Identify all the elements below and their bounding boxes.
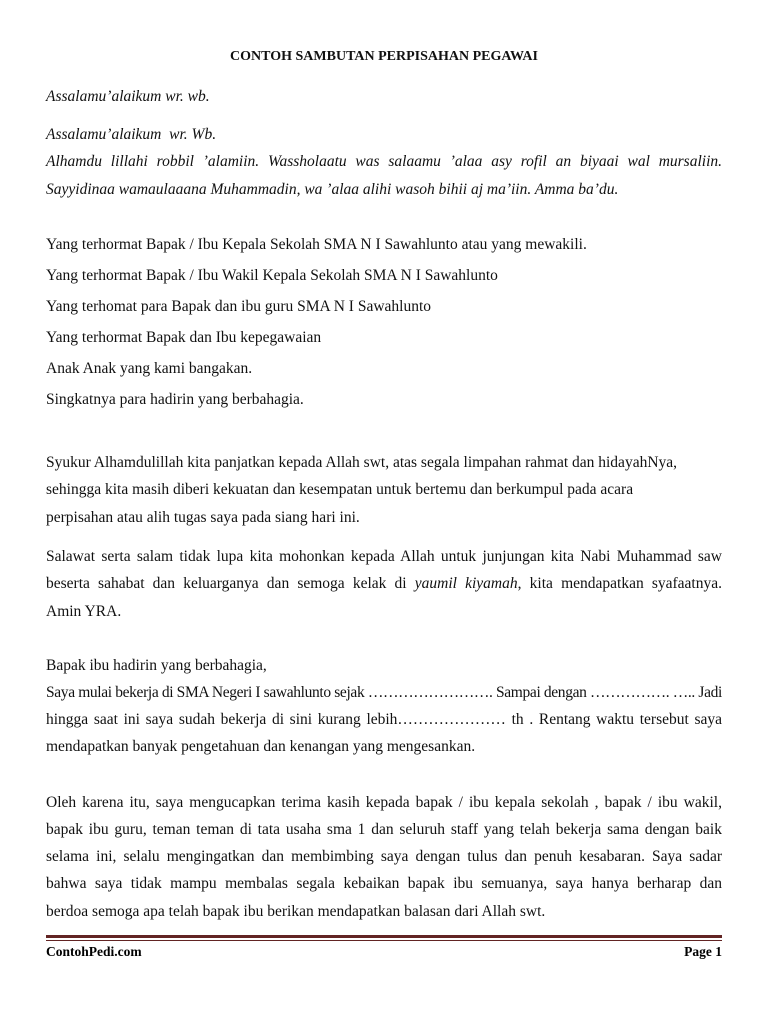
- greeting-line: Assalamu’alaikum wr. wb.: [46, 88, 210, 105]
- gratitude-paragraph: [46, 789, 722, 925]
- paragraph-line: bahwa saya tidak mampu membalas segala kebaikan bapak ibu semuanya, saya hanya berharap dan: [46, 875, 722, 893]
- page-footer: [46, 943, 722, 961]
- footer-rule-thin: [46, 940, 722, 941]
- paragraph-line: selama ini, selalu mengingatkan dan membimbing saya dengan tulus dan penuh kesabaran. Saya sadar: [46, 848, 722, 865]
- paragraph-line: Oleh karena itu, saya mengucapkan terima kasih kepada bapak / ibu kepala sekolah , bapak / ibu wakil,: [46, 793, 722, 811]
- salutation-line: Singkatnya para hadirin yang berbahagia.: [46, 390, 304, 408]
- document-title: CONTOH SAMBUTAN PERPISAHAN PEGAWAI: [230, 49, 538, 64]
- paragraph-line: [46, 570, 722, 598]
- opening-line: Sayyidinaa wamaulaaana Muhammadin, wa ’alaa alihi wasoh bihii aj ma’iin. Amma ba’du.: [46, 180, 619, 198]
- paragraph-line: Syukur Alhamdulillah kita panjatkan kepada Allah swt, atas segala limpahan rahmat dan hidayahNya,: [46, 453, 678, 471]
- salutation-line: Anak Anak yang kami bangakan.: [46, 359, 253, 377]
- paragraph-line: hingga saat ini saya sudah bekerja di sini kurang lebih………………… th . Rentang waktu tersebut saya: [46, 711, 722, 729]
- footer-rule-thick: [46, 935, 722, 938]
- paragraph-line: Bapak ibu hadirin yang berbahagia,: [46, 656, 267, 674]
- paragraph-line: Salawat serta salam tidak lupa kita mohonkan kepada Allah untuk junjungan kita Nabi Muhammad saw: [46, 547, 722, 565]
- opening-line: Alhamdu lillahi robbil ’alamiin. Wassholaatu was salaamu ’alaa asy rofil an biyaai wal mursaliin.: [46, 153, 722, 170]
- italic-term: yaumil kiyamah: [414, 575, 518, 592]
- salawat-paragraph: [46, 543, 722, 626]
- paragraph-line: berdoa semoga apa telah bapak ibu berikan mendapatkan balasan dari Allah swt.: [46, 902, 546, 920]
- paragraph-line: bapak ibu guru, teman teman di tata usaha sma 1 dan seluruh staff yang telah bekerja sama dengan baik: [46, 820, 722, 838]
- thanksgiving-paragraph: [46, 449, 722, 532]
- paragraph-line: Amin YRA.: [46, 602, 122, 620]
- salutation-list: [46, 229, 722, 415]
- salutation-line: Yang terhomat para Bapak dan ibu guru SMA N I Sawahlunto: [46, 297, 432, 315]
- opening-paragraph: [46, 121, 722, 204]
- footer-page-number: Page 1: [684, 944, 722, 959]
- paragraph-text: , kita mendapatkan syafaatnya.: [517, 575, 722, 592]
- paragraph-line: perpisahan atau alih tugas saya pada siang hari ini.: [46, 508, 360, 526]
- paragraph-text: beserta sahabat dan keluarganya dan semoga kelak di: [46, 575, 415, 592]
- footer-site: ContohPedi.com: [46, 944, 142, 959]
- salutation-line: Yang terhormat Bapak / Ibu Wakil Kepala Sekolah SMA N I Sawahlunto: [46, 266, 498, 284]
- greeting-paragraph: [46, 83, 722, 111]
- opening-line: Assalamu’alaikum wr. Wb.: [46, 125, 217, 143]
- paragraph-line: Saya mulai bekerja di SMA Negeri I sawahlunto sejak ……………………. Sampai dengan ……………. ….. Jadi: [46, 683, 722, 701]
- salutation-line: Yang terhormat Bapak / Ibu Kepala Sekolah SMA N I Sawahlunto atau yang mewakili.: [46, 235, 587, 253]
- salutation-line: Yang terhormat Bapak dan Ibu kepegawaian: [46, 328, 322, 346]
- paragraph-line: sehingga kita masih diberi kekuatan dan kesempatan untuk bertemu dan berkumpul pada acara: [46, 481, 634, 498]
- service-paragraph: [46, 652, 722, 761]
- paragraph-line: mendapatkan banyak pengetahuan dan kenangan yang mengesankan.: [46, 738, 476, 756]
